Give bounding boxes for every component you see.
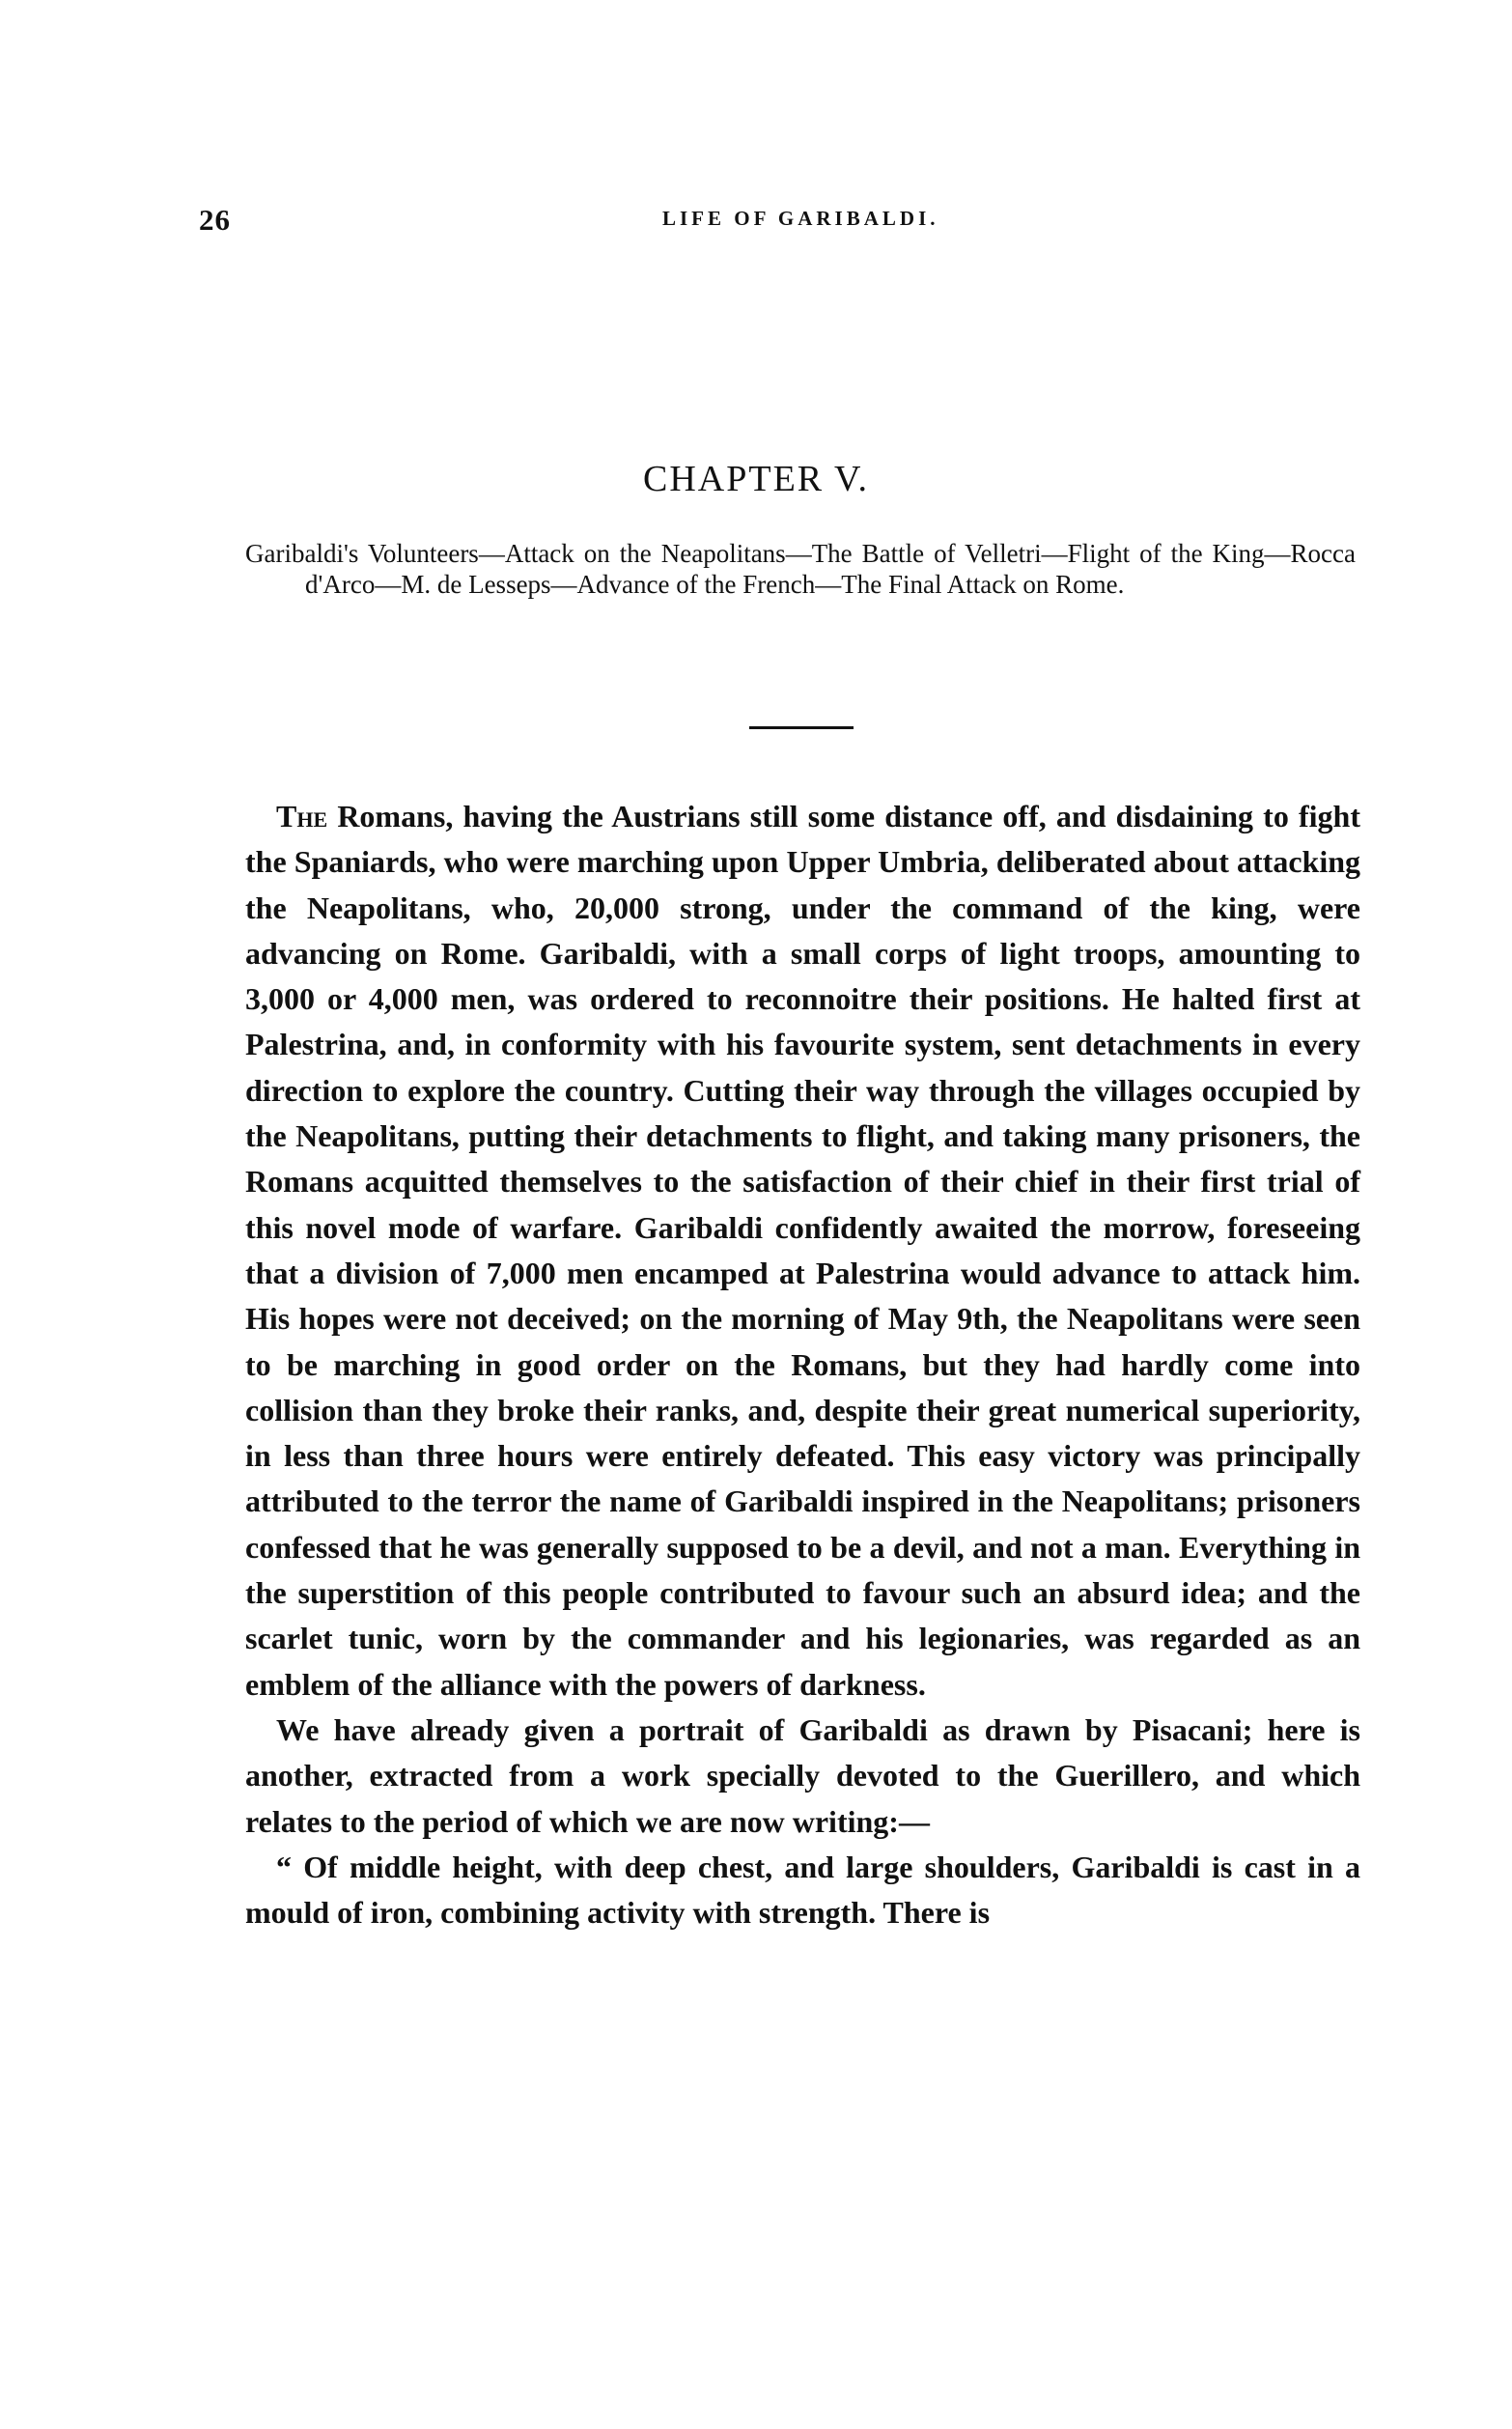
running-head xyxy=(199,203,1358,241)
paragraph-1-text: Romans, having the Austrians still some distance off, and disdaining to fight the Spaniards, who were marching upon Upper Umbria, deliberated about attacking the Neapolitans, who, 20,000 strong, under the command of the king, were advancing on Rome. Garibaldi, with a small corps of light troops, amounting to 3,000 or 4,000 men, was ordered to reconnoitre their positions. He halted first at Palestrina, and, in conformity with his favourite system, sent detachments in every direction to explore the country. Cutting their way through the villages occupied by the Neapolitans, putting their detachments to flight, and taking many prisoners, the Romans acquitted themselves to the satisfaction of their chief in their first trial of this novel mode of warfare. Garibaldi confidently awaited the morrow, foreseeing that a division of 7,000 men encamped at Palestrina would advance to attack him. His hopes were not deceived; on the morning of May 9th, the Neapolitans were seen to be marching in good order on the Romans, but they had hardly come into collision than they broke their ranks, and, despite their great numerical superiority, in less than three hours were entirely defeated. This easy victory was principally attributed to the terror the name of Garibaldi inspired in the Neapolitans; prisoners confessed that he was generally supposed to be a devil, and not a man. Everything in the superstition of this people contributed to favour such an absurd idea; and the scarlet tunic, worn by the commander and his legionaries, was regarded as an emblem of the alliance with the powers of darkness. xyxy=(245,799,1360,1702)
paragraph-2: We have already given a portrait of Garibaldi as drawn by Pisacani; here is another, extracted from a work specially devoted to the Guerillero, and which relates to the period of which we are now writing:— xyxy=(245,1711,1360,1839)
paragraph-3: “ Of middle height, with deep chest, and large shoulders, Garibaldi is cast in a mould of iron, combining activity with strength. There is xyxy=(245,1849,1360,1931)
chapter-synopsis: Garibaldi's Volunteers—Attack on the Neapolitans—The Battle of Velletri—Flight of the King—Rocca d'Arco—M. de Lesseps—Advance of the French—The Final Attack on Rome. xyxy=(245,539,1356,599)
chapter-title: CHAPTER V. xyxy=(643,459,869,499)
body-text xyxy=(245,794,1360,1935)
page-number: 26 xyxy=(199,203,231,237)
paragraph-lead-word: The xyxy=(276,799,328,833)
section-divider xyxy=(749,726,854,729)
paragraph-1 xyxy=(245,794,1360,1708)
running-title: LIFE OF GARIBALDI. xyxy=(662,207,939,230)
